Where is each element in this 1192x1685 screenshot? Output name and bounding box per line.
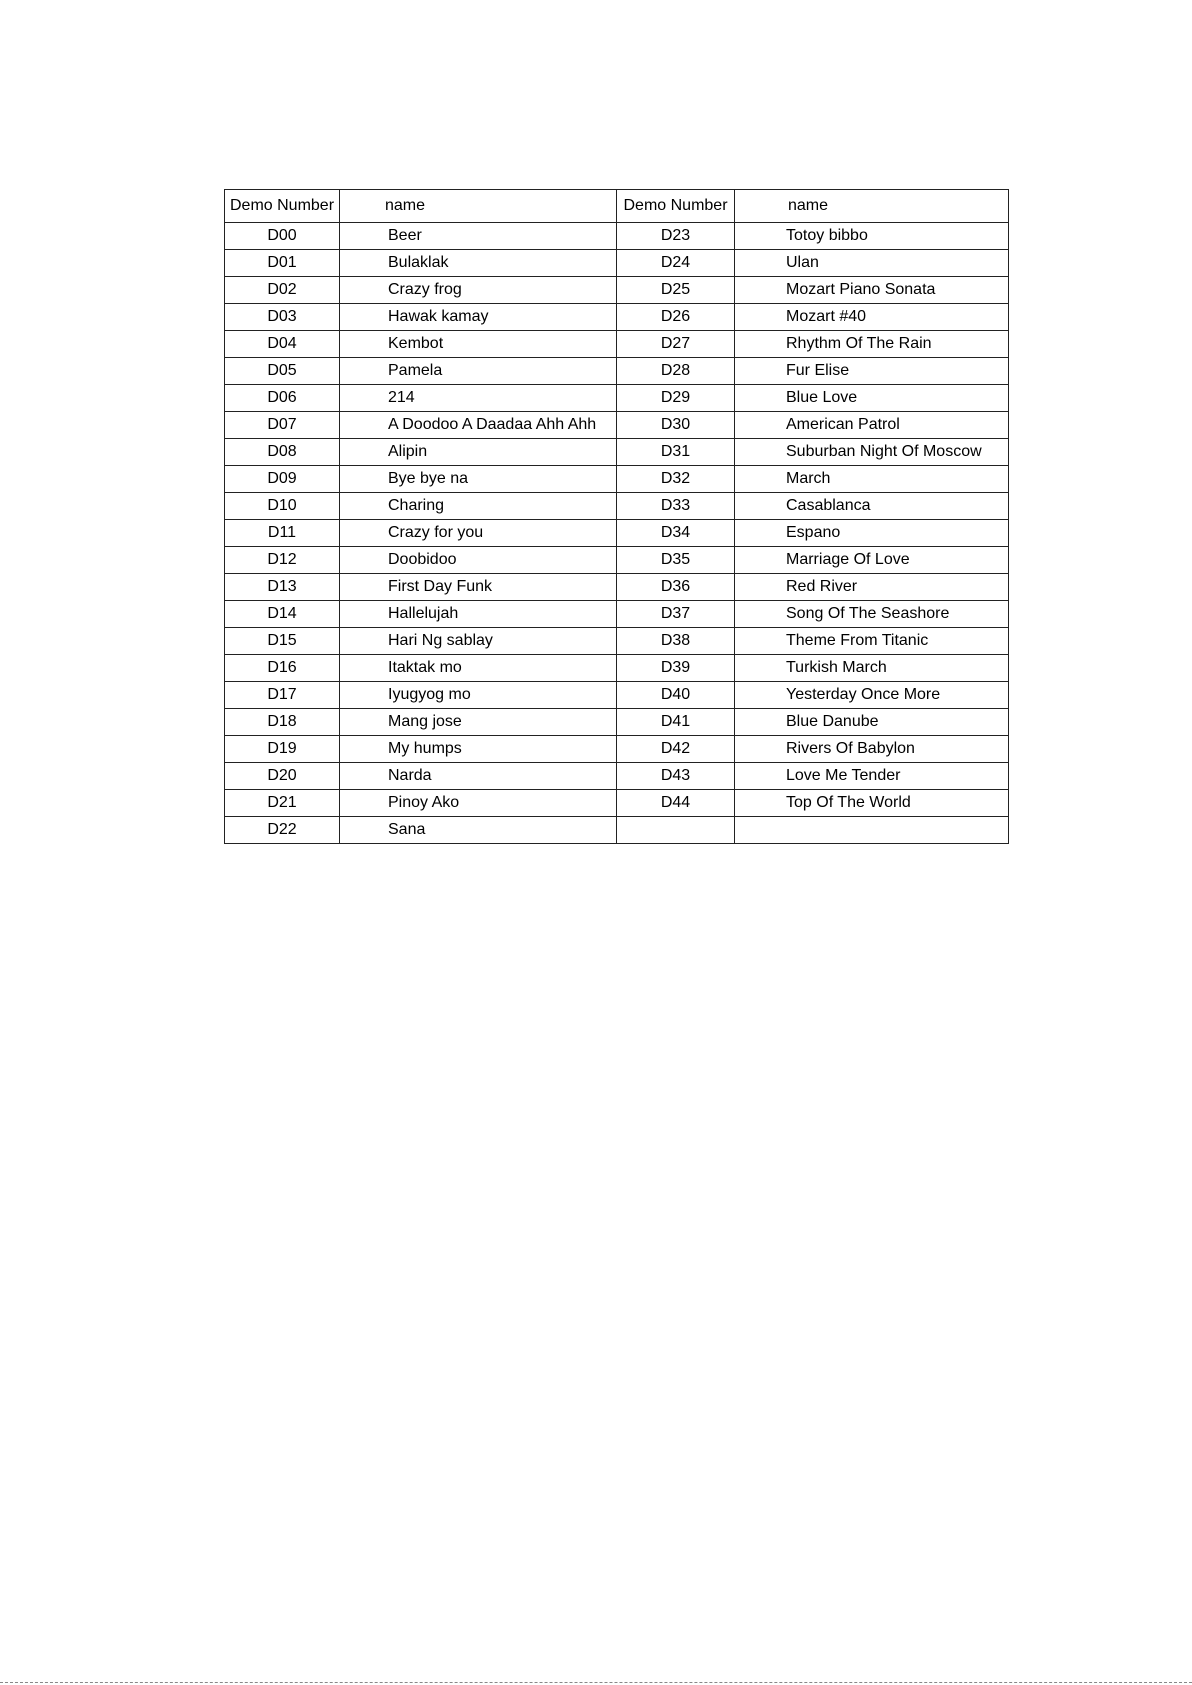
demo-number-cell: D04 — [225, 331, 340, 358]
table-row — [225, 358, 1009, 385]
song-name-cell: Top Of The World — [735, 790, 1009, 817]
demo-number-cell: D00 — [225, 223, 340, 250]
song-name-cell: Mang jose — [340, 709, 617, 736]
demo-number-cell: D32 — [617, 466, 735, 493]
demo-number-cell: D25 — [617, 277, 735, 304]
table-row — [225, 763, 1009, 790]
table-row — [225, 655, 1009, 682]
song-name-cell: Yesterday Once More — [735, 682, 1009, 709]
demo-number-cell — [617, 817, 735, 844]
song-name-cell: Mozart Piano Sonata — [735, 277, 1009, 304]
demo-number-cell: D09 — [225, 466, 340, 493]
song-name-cell: Doobidoo — [340, 547, 617, 574]
song-name-cell: Blue Danube — [735, 709, 1009, 736]
table-row — [225, 466, 1009, 493]
demo-number-cell: D17 — [225, 682, 340, 709]
song-name-cell: Ulan — [735, 250, 1009, 277]
song-name-cell: Charing — [340, 493, 617, 520]
song-name-cell: Totoy bibbo — [735, 223, 1009, 250]
song-name-cell: Rivers Of Babylon — [735, 736, 1009, 763]
demo-number-cell: D33 — [617, 493, 735, 520]
song-name-cell: Beer — [340, 223, 617, 250]
demo-number-cell: D24 — [617, 250, 735, 277]
demo-number-cell: D23 — [617, 223, 735, 250]
table-row — [225, 412, 1009, 439]
song-name-cell: Kembot — [340, 331, 617, 358]
song-name-cell: First Day Funk — [340, 574, 617, 601]
demo-number-cell: D39 — [617, 655, 735, 682]
demo-number-cell: D29 — [617, 385, 735, 412]
song-name-cell: Suburban Night Of Moscow — [735, 439, 1009, 466]
demo-number-cell: D34 — [617, 520, 735, 547]
demo-number-cell: D21 — [225, 790, 340, 817]
table-row — [225, 547, 1009, 574]
song-name-cell: Pinoy Ako — [340, 790, 617, 817]
song-name-cell: Crazy frog — [340, 277, 617, 304]
table-row — [225, 223, 1009, 250]
table-row — [225, 277, 1009, 304]
table-row — [225, 520, 1009, 547]
song-name-cell: Bye bye na — [340, 466, 617, 493]
table-row — [225, 439, 1009, 466]
table-row — [225, 493, 1009, 520]
table-row — [225, 628, 1009, 655]
demo-number-cell: D05 — [225, 358, 340, 385]
page-bottom-rule — [0, 1682, 1192, 1683]
demo-number-cell: D14 — [225, 601, 340, 628]
song-name-cell: Hari Ng sablay — [340, 628, 617, 655]
demo-number-cell: D06 — [225, 385, 340, 412]
demo-number-cell: D44 — [617, 790, 735, 817]
demo-number-cell: D43 — [617, 763, 735, 790]
demo-number-cell: D19 — [225, 736, 340, 763]
demo-number-cell: D28 — [617, 358, 735, 385]
table-row — [225, 790, 1009, 817]
table-row — [225, 250, 1009, 277]
table-row — [225, 817, 1009, 844]
table-row — [225, 601, 1009, 628]
song-name-cell: Hawak kamay — [340, 304, 617, 331]
song-name-cell: Iyugyog mo — [340, 682, 617, 709]
demo-number-cell: D36 — [617, 574, 735, 601]
demo-number-cell: D42 — [617, 736, 735, 763]
song-name-cell: Sana — [340, 817, 617, 844]
demo-number-cell: D01 — [225, 250, 340, 277]
demo-number-cell: D11 — [225, 520, 340, 547]
demo-number-cell: D26 — [617, 304, 735, 331]
demo-number-cell: D27 — [617, 331, 735, 358]
song-name-cell: A Doodoo A Daadaa Ahh Ahh — [340, 412, 617, 439]
demo-number-cell: D15 — [225, 628, 340, 655]
table-body — [225, 223, 1009, 844]
demo-number-cell: D16 — [225, 655, 340, 682]
table-row — [225, 304, 1009, 331]
demo-number-cell: D18 — [225, 709, 340, 736]
demo-number-cell: D30 — [617, 412, 735, 439]
demo-number-cell: D20 — [225, 763, 340, 790]
song-name-cell: 214 — [340, 385, 617, 412]
demo-number-cell: D08 — [225, 439, 340, 466]
table-row — [225, 709, 1009, 736]
song-name-cell: My humps — [340, 736, 617, 763]
demo-number-cell: D02 — [225, 277, 340, 304]
table-row — [225, 331, 1009, 358]
demo-number-cell: D40 — [617, 682, 735, 709]
song-name-cell: Mozart #40 — [735, 304, 1009, 331]
song-name-cell — [735, 817, 1009, 844]
song-name-cell: Song Of The Seashore — [735, 601, 1009, 628]
demo-number-cell: D31 — [617, 439, 735, 466]
table-row — [225, 682, 1009, 709]
header-demo-number-left: Demo Number — [225, 190, 340, 223]
song-name-cell: American Patrol — [735, 412, 1009, 439]
demo-number-cell: D07 — [225, 412, 340, 439]
song-name-cell: Theme From Titanic — [735, 628, 1009, 655]
header-demo-number-right: Demo Number — [617, 190, 735, 223]
header-name-left: name — [340, 190, 617, 223]
song-name-cell: Alipin — [340, 439, 617, 466]
song-name-cell: Hallelujah — [340, 601, 617, 628]
song-name-cell: Casablanca — [735, 493, 1009, 520]
song-name-cell: Bulaklak — [340, 250, 617, 277]
demo-number-cell: D10 — [225, 493, 340, 520]
demo-number-cell: D03 — [225, 304, 340, 331]
song-name-cell: Marriage Of Love — [735, 547, 1009, 574]
song-name-cell: Blue Love — [735, 385, 1009, 412]
table-row — [225, 385, 1009, 412]
song-name-cell: Narda — [340, 763, 617, 790]
table-row — [225, 736, 1009, 763]
song-name-cell: Love Me Tender — [735, 763, 1009, 790]
header-name-right: name — [735, 190, 1009, 223]
song-name-cell: Fur Elise — [735, 358, 1009, 385]
song-name-cell: Crazy for you — [340, 520, 617, 547]
song-name-cell: Turkish March — [735, 655, 1009, 682]
demo-number-cell: D38 — [617, 628, 735, 655]
demo-number-cell: D22 — [225, 817, 340, 844]
demo-song-table — [224, 189, 1009, 844]
song-name-cell: Rhythm Of The Rain — [735, 331, 1009, 358]
demo-number-cell: D13 — [225, 574, 340, 601]
demo-number-cell: D35 — [617, 547, 735, 574]
demo-number-cell: D12 — [225, 547, 340, 574]
demo-number-cell: D37 — [617, 601, 735, 628]
table-row — [225, 574, 1009, 601]
demo-number-cell: D41 — [617, 709, 735, 736]
song-name-cell: March — [735, 466, 1009, 493]
song-name-cell: Espano — [735, 520, 1009, 547]
table-header-row — [225, 190, 1009, 223]
song-name-cell: Red River — [735, 574, 1009, 601]
song-name-cell: Itaktak mo — [340, 655, 617, 682]
song-name-cell: Pamela — [340, 358, 617, 385]
